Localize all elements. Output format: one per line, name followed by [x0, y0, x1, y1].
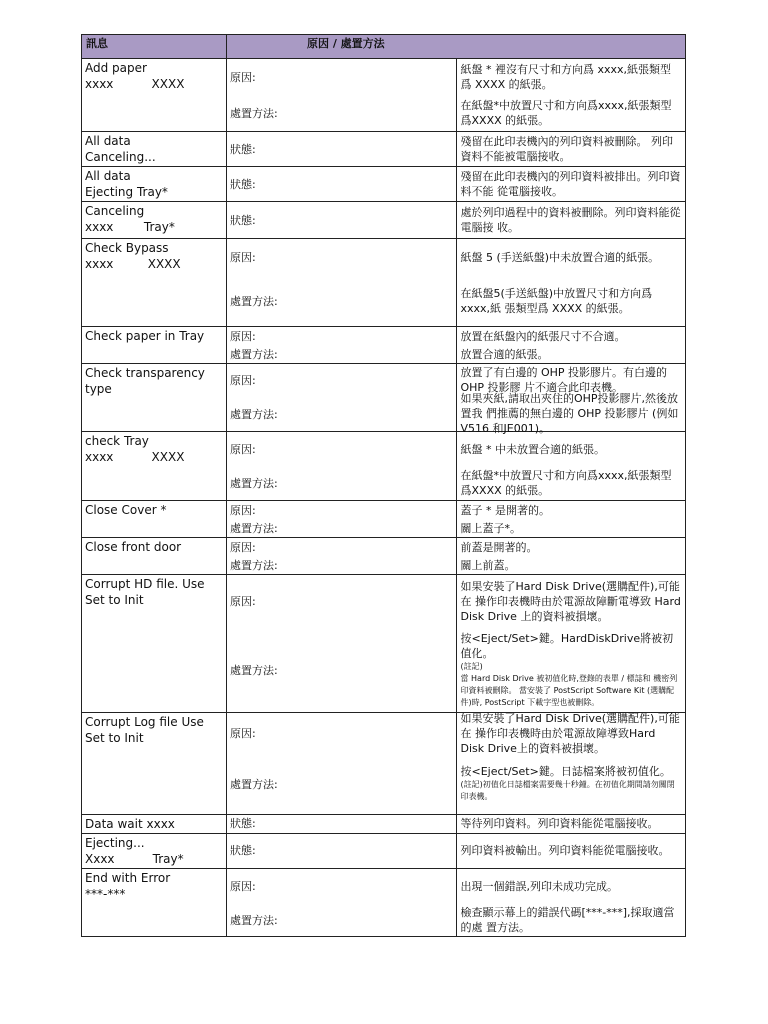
- table-row: [82, 869, 686, 937]
- message-cell: Data wait xxxx: [82, 815, 227, 834]
- table-row: [82, 815, 686, 834]
- description-text: 殘留在此印表機內的列印資料被排出。列印資料不能 從電腦接收。: [460, 169, 681, 198]
- part-description: [461, 202, 682, 238]
- label-cell: [227, 869, 457, 937]
- table-row: [82, 501, 686, 538]
- label-cell: [227, 167, 457, 202]
- part-label: 狀態:: [230, 817, 256, 830]
- part-description: [461, 834, 682, 866]
- description-text: 等待列印資料。列印資料能從電腦接收。: [460, 816, 659, 830]
- label-cell: [227, 713, 457, 815]
- description-text: 前蓋是開著的。: [460, 540, 538, 554]
- part-label: 原因:: [230, 330, 256, 343]
- part-description: [461, 239, 682, 275]
- table-body: [82, 59, 686, 937]
- table-row: [82, 834, 686, 869]
- description-cell: [456, 501, 686, 538]
- part-description: [461, 345, 682, 363]
- description-text: 在紙盤*中放置尺寸和方向爲xxxx,紙張類型爲XXXX 的紙張。: [460, 469, 672, 497]
- part-description: [461, 275, 682, 326]
- part-label: 狀態:: [230, 844, 256, 857]
- message-cell: Add paper xxxx XXXX: [82, 59, 227, 132]
- table-row: [82, 327, 686, 364]
- table-row: [82, 167, 686, 202]
- table-row: [82, 575, 686, 713]
- part-label: 處置方法:: [230, 522, 278, 535]
- part-label: 處置方法:: [230, 477, 278, 490]
- part-label: 處置方法:: [230, 663, 278, 677]
- description-cell: [456, 132, 686, 167]
- description-text: 如果安裝了Hard Disk Drive(選購配件),可能在 操作印表機時由於電源故障斷電導致 Hard Disk Drive 上的資料被損壞。: [460, 579, 681, 623]
- part-label: 原因:: [230, 374, 256, 387]
- label-cell: [227, 59, 457, 132]
- description-text: 檢查顯示幕上的錯誤代碼[***-***],採取適當的處 置方法。: [460, 905, 675, 934]
- part-description: [461, 575, 682, 627]
- part-label: 狀態:: [230, 177, 256, 191]
- part-description: [461, 519, 682, 537]
- part-label: 原因:: [230, 727, 256, 740]
- label-cell: [227, 815, 457, 834]
- part-description: [461, 815, 682, 831]
- part-label: 處置方法:: [230, 107, 278, 120]
- description-cell: [456, 869, 686, 937]
- part-description: [461, 132, 682, 166]
- part-description: [461, 432, 682, 466]
- description-text: 關上前蓋。: [460, 558, 516, 572]
- message-cell: Close Cover *: [82, 501, 227, 538]
- description-note: (註記)初值化日誌檔案需要幾十秒鐘。在初值化期間請勿關閉 印表機。: [460, 780, 675, 801]
- part-label: 原因:: [230, 443, 256, 456]
- part-description: [461, 869, 682, 903]
- part-description: [461, 713, 682, 753]
- part-label: 原因:: [230, 251, 256, 264]
- description-text: 按<Eject/Set>鍵。HardDiskDrive將被初值化。: [460, 631, 674, 660]
- description-cell: [456, 538, 686, 575]
- message-cell: Check paper in Tray: [82, 327, 227, 364]
- label-cell: [227, 834, 457, 869]
- header-cause-action: 原因 / 處置方法: [227, 35, 686, 59]
- description-cell: [456, 713, 686, 815]
- message-cell: Check transparency type: [82, 364, 227, 432]
- label-cell: [227, 432, 457, 501]
- label-cell: [227, 575, 457, 713]
- description-text: 紙盤 * 裡沒有尺寸和方向爲 xxxx,紙張類型爲 XXXX 的紙張。: [460, 63, 672, 91]
- label-cell: [227, 538, 457, 575]
- description-text: 殘留在此印表機內的列印資料被刪除。 列印資料不能被電腦接收。: [460, 135, 673, 163]
- label-cell: [227, 239, 457, 327]
- part-description: [460, 392, 682, 435]
- description-cell: [456, 834, 686, 869]
- description-text: 出現一個錯誤,列印未成功完成。: [460, 879, 618, 893]
- description-cell: [456, 327, 686, 364]
- description-note: (註記) 當 Hard Disk Drive 被初值化時,登錄的表單 / 標誌和 機密列印資料被刪除。 當安裝了 PostScript Software Kit (選購配件)時, PostScript 下載字型也被刪除。: [460, 661, 678, 707]
- description-text: 列印資料被輸出。列印資料能從電腦接收。: [460, 843, 670, 857]
- description-text: 紙盤 5 (手送紙盤)中未放置合適的紙張。: [460, 250, 660, 264]
- table-header-row: [82, 35, 686, 59]
- error-message-table: [81, 34, 686, 937]
- message-cell: End with Error ***-***: [82, 869, 227, 937]
- message-cell: Ejecting... Xxxx Tray*: [82, 834, 227, 869]
- label-cell: [227, 364, 457, 432]
- part-label: 處置方法:: [230, 348, 278, 361]
- part-label: 處置方法:: [230, 407, 278, 421]
- message-cell: Canceling xxxx Tray*: [82, 202, 227, 239]
- description-text: 放置在紙盤內的紙張尺寸不合適。: [460, 329, 626, 343]
- part-label: 原因:: [230, 880, 256, 893]
- description-cell: [456, 432, 686, 501]
- label-cell: [227, 501, 457, 538]
- part-description: [461, 327, 682, 345]
- message-cell: All data Canceling...: [82, 132, 227, 167]
- table-row: [82, 239, 686, 327]
- part-label: 狀態:: [230, 143, 256, 156]
- description-text: 在紙盤*中放置尺寸和方向爲xxxx,紙張類型爲XXXX 的紙張。: [460, 99, 672, 127]
- table-row: [82, 364, 686, 432]
- part-label: 原因:: [230, 71, 256, 84]
- description-cell: [456, 167, 686, 202]
- part-description: [461, 627, 682, 712]
- description-cell: [456, 59, 686, 132]
- message-cell: Close front door: [82, 538, 227, 575]
- description-cell: [456, 815, 686, 834]
- message-cell: All data Ejecting Tray*: [82, 167, 227, 202]
- part-label: 原因:: [230, 595, 256, 608]
- part-label: 處置方法:: [230, 777, 278, 791]
- label-cell: [227, 132, 457, 167]
- description-cell: [456, 575, 686, 713]
- part-label: 原因:: [230, 504, 256, 517]
- description-text: 處於列印過程中的資料被刪除。列印資料能從電腦接 收。: [460, 206, 681, 234]
- part-label: 處置方法:: [230, 294, 278, 308]
- part-description: [461, 167, 682, 200]
- table-row: [82, 59, 686, 132]
- description-cell: [456, 364, 686, 435]
- label-cell: [227, 202, 457, 239]
- message-cell: Corrupt HD file. Use Set to Init: [82, 575, 227, 713]
- table-row: [82, 132, 686, 167]
- header-message: 訊息: [82, 35, 227, 59]
- table-row: [82, 432, 686, 501]
- part-description: [461, 556, 682, 574]
- message-cell: Check Bypass xxxx XXXX: [82, 239, 227, 327]
- message-table-page: [81, 34, 686, 937]
- description-cell: [456, 202, 686, 239]
- table-row: [82, 202, 686, 239]
- description-text: 紙盤 * 中未放置合適的紙張。: [460, 442, 605, 456]
- table-row: [82, 538, 686, 575]
- description-cell: [456, 239, 686, 327]
- part-label: 原因:: [230, 541, 256, 554]
- part-description: [461, 538, 682, 556]
- part-label: 處置方法:: [230, 559, 278, 572]
- label-cell: [227, 327, 457, 364]
- message-cell: Corrupt Log file Use Set to Init: [82, 713, 227, 815]
- table-row: [82, 713, 686, 815]
- description-text: 在紙盤5(手送紙盤)中放置尺寸和方向爲xxxx,紙 張類型爲 XXXX 的紙張。: [460, 286, 653, 315]
- part-label: 處置方法:: [230, 913, 278, 927]
- part-description: [461, 59, 682, 95]
- description-text: 放置了有白邊的 OHP 投影膠片。有白邊的 OHP 投影膠 片不適合此印表機。: [460, 366, 668, 394]
- part-description: [461, 95, 682, 131]
- description-text: 蓋子 * 是開著的。: [460, 503, 550, 517]
- part-description: [461, 903, 682, 936]
- message-cell: check Tray xxxx XXXX: [82, 432, 227, 501]
- description-text: 關上蓋子*。: [460, 521, 521, 535]
- description-text: 如果安裝了Hard Disk Drive(選購配件),可能在 操作印表機時由於電源故障導致Hard Disk Drive上的資料被損壞。: [460, 711, 680, 755]
- description-text: 按<Eject/Set>鍵。日誌檔案將被初值化。: [460, 765, 671, 778]
- part-description: [461, 466, 682, 500]
- description-text: 放置合適的紙張。: [460, 347, 549, 361]
- part-description: [461, 753, 682, 814]
- part-description: [461, 501, 682, 519]
- part-label: 狀態:: [230, 214, 256, 227]
- description-text: 如果夾紙,請取出夾住的OHP投影膠片,然後放置我 們推薦的無白邊的 OHP 投影膠片 (例如 V516 和JE001)。: [460, 392, 679, 435]
